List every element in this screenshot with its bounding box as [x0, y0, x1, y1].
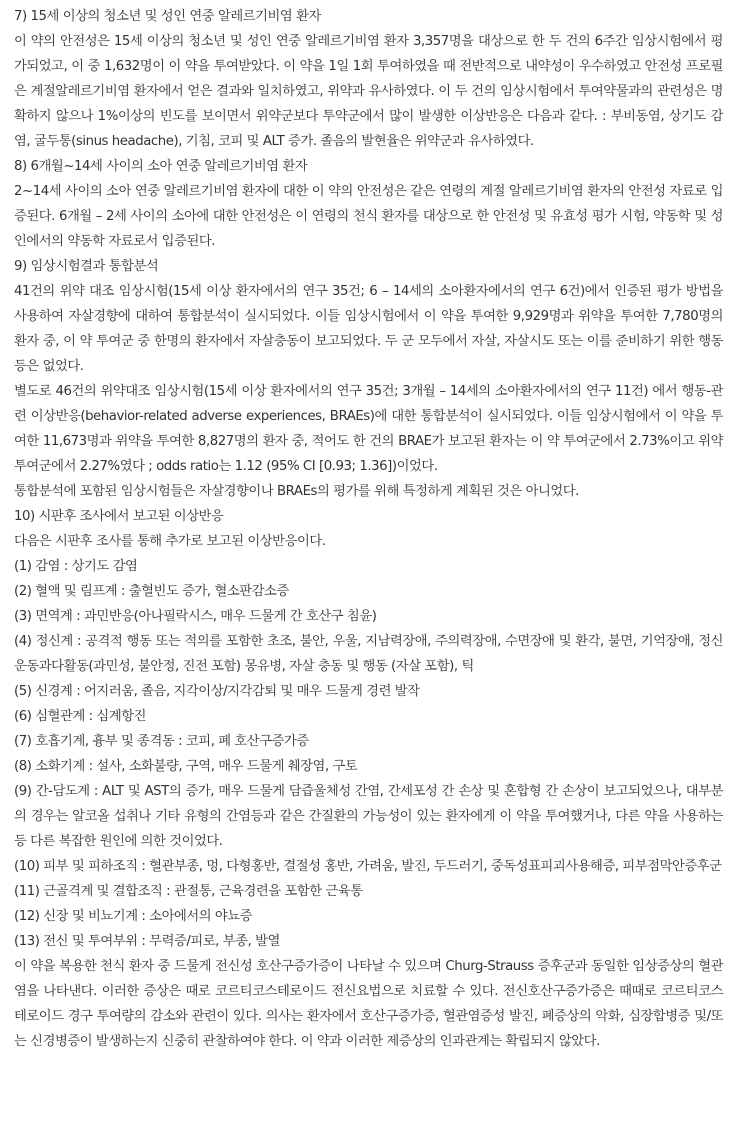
adverse-item-renal: (12) 신장 및 비뇨기계 : 소아에서의 야뇨증: [14, 909, 253, 924]
section-10-intro: 다음은 시판후 조사를 통해 추가로 보고된 이상반응이다.: [14, 534, 326, 549]
section-9-paragraph-suicidality: 41건의 위약 대조 임상시험(15세 이상 환자에서의 연구 35건; 6 – 14세의 소아환자에서의 연구 6건)에서 인증된 평가 방법을 사용하여 자살경향에 대하여 통합분석이 실시되었다. 이들 임상시험에서 이 약을 투여한 9,929명과 위약을 투여한 7,780명의 환자 중, 이 약 투여군 중 한명의 환자에서 자살충동이 보고되었다. 두 군 모두에서 자살, 자살시도 또는 이를 준비하기 위한 행동 등은 없었다.: [14, 284, 723, 374]
section-heading-7: 7) 15세 이상의 청소년 및 성인 연중 알레르기비염 환자: [14, 9, 321, 24]
adverse-item-musculoskeletal: (11) 근골격계 및 결합조직 : 관절통, 근육경련을 포함한 근육통: [14, 884, 363, 899]
adverse-item-respiratory: (7) 호흡기계, 흉부 및 종격동 : 코피, 폐 호산구증가증: [14, 734, 309, 749]
adverse-item-blood: (2) 혈액 및 림프계 : 출혈빈도 증가, 혈소판감소증: [14, 584, 289, 599]
section-heading-9: 9) 임상시험결과 통합분석: [14, 259, 159, 274]
adverse-item-psychiatric: (4) 정신계 : 공격적 행동 또는 적의를 포함한 초조, 불안, 우울, 지남력장애, 주의력장애, 수면장애 및 환각, 불면, 기억장애, 정신운동과다활동(과민성, 불안정, 진전 포함) 몽유병, 자살 충동 및 행동 (자살 포함), 틱: [14, 634, 723, 674]
section-10-eosinophilia-paragraph: 이 약을 복용한 천식 환자 중 드물게 전신성 호산구증가증이 나타날 수 있으며 Churg-Strauss 증후군과 동일한 임상증상의 혈관염을 나타낸다. 이러한 증상은 때로 코르티코스테로이드 전신요법으로 치료할 수 있다. 전신호산구증가증은 때때로 코르티코스테로이드 경구 투여량의 감소와 관련이 있다. 의사는 환자에서 호산구증가증, 혈관염증성 발진, 폐증상의 악화, 심장합병증 및/또는 신경병증이 발생하는지 신중히 관찰하여야 한다. 이 약과 이러한 제증상의 인과관계는 확립되지 않았다.: [14, 959, 723, 1049]
adverse-item-infection: (1) 감염 : 상기도 감염: [14, 559, 138, 574]
section-9-paragraph-braes: 별도로 46건의 위약대조 임상시험(15세 이상 환자에서의 연구 35건; 3개월 – 14세의 소아환자에서의 연구 11건) 에서 행동-관련 이상반응(behavior-related adverse experiences, BRAEs)에 대한 통합분석이 실시되었다. 이들 임상시험에서 이 약을 투여한 11,673명과 위약을 투여한 8,827명의 환자 중, 적어도 한 건의 BRAE가 보고된 환자는 이 약 투여군에서 2.73%이고 위약 투여군에서 2.27%였다 ; odds ratio는 1.12 (95% CI [0.93; 1.36])이었다.: [14, 384, 723, 474]
section-heading-10: 10) 시판후 조사에서 보고된 이상반응: [14, 509, 224, 524]
adverse-item-immune: (3) 면역계 : 과민반응(아나필락시스, 매우 드물게 간 호산구 침윤): [14, 609, 377, 624]
adverse-item-gastrointestinal: (8) 소화기계 : 설사, 소화불량, 구역, 매우 드물게 췌장염, 구토: [14, 759, 358, 774]
adverse-item-hepatobiliary: (9) 간-담도계 : ALT 및 AST의 증가, 매우 드물게 담즙울체성 간염, 간세포성 간 손상 및 혼합형 간 손상이 보고되었으나, 대부분의 경우는 알코올 섭취나 기타 유형의 간염등과 같은 간질환의 가능성이 있는 환자에게 이 약을 투여했거나, 다른 약을 사용하는 등 다른 복잡한 원인에 의한 것이었다.: [14, 784, 723, 849]
adverse-item-general: (13) 전신 및 투여부위 : 무력증/피로, 부종, 발열: [14, 934, 280, 949]
section-8-paragraph: 2~14세 사이의 소아 연중 알레르기비염 환자에 대한 이 약의 안전성은 같은 연령의 계절 알레르기비염 환자의 안전성 자료로 입증된다. 6개월 – 2세 사이의 소아에 대한 안전성은 이 연령의 천식 환자를 대상으로 한 안전성 및 유효성 평가 시험, 약동학 및 성인에서의 약동학 자료로서 입증된다.: [14, 184, 723, 249]
adverse-item-nervous: (5) 신경계 : 어지러움, 졸음, 지각이상/지각감퇴 및 매우 드물게 경련 발작: [14, 684, 420, 699]
section-heading-8: 8) 6개월~14세 사이의 소아 연중 알레르기비염 환자: [14, 159, 308, 174]
adverse-item-skin: (10) 피부 및 피하조직 : 혈관부종, 멍, 다형홍반, 결절성 홍반, 가려움, 발진, 두드러기, 중독성표피괴사용해증, 피부점막안증후군: [14, 859, 722, 874]
section-9-paragraph-note: 통합분석에 포함된 임상시험들은 자살경향이나 BRAEs의 평가를 위해 특정하게 계획된 것은 아니었다.: [14, 484, 579, 499]
section-7-paragraph: 이 약의 안전성은 15세 이상의 청소년 및 성인 연중 알레르기비염 환자 3,357명을 대상으로 한 두 건의 6주간 임상시험에서 평가되었고, 이 중 1,632명이 이 약을 투여받았다. 이 약을 1일 1회 투여하였을 때 전반적으로 내약성이 우수하였고 안전성 프로필은 계절알레르기비염 환자에서 얻은 결과와 일치하였고, 위약과 유사하였다. 이 두 건의 임상시험에서 투여약물과의 관련성은 명확하지 않으나 1%이상의 빈도를 보이면서 위약군보다 투약군에서 많이 발생한 이상반응은 다음과 같다. : 부비동염, 상기도 감염, 굴두통(sinus headache), 기침, 코피 및 ALT 증가. 졸음의 발현율은 위약군과 유사하였다.: [14, 34, 723, 149]
adverse-item-cardiac: (6) 심혈관계 : 심계항진: [14, 709, 147, 724]
